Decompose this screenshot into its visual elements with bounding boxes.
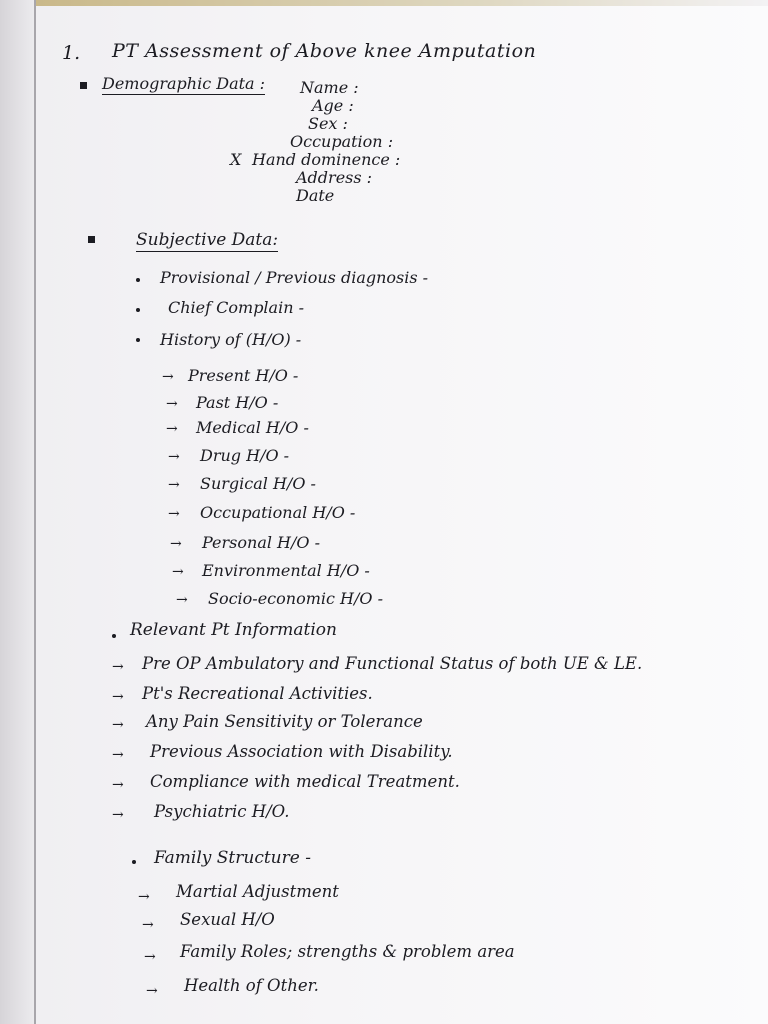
field-occupation: Occupation :: [290, 132, 394, 151]
history-surgical: Surgical H/O -: [200, 474, 316, 493]
history-personal: Personal H/O -: [202, 533, 321, 552]
bullet-history: History of (H/O) -: [160, 330, 302, 349]
arrow-icon: →: [138, 889, 150, 905]
field-address: Address :: [296, 168, 373, 187]
relevant-item-ambulatory: Pre OP Ambulatory and Functional Status of both UE & LE.: [142, 654, 643, 673]
handwritten-page: [36, 6, 768, 1024]
arrow-icon: →: [146, 983, 158, 999]
history-occupational: Occupational H/O -: [200, 503, 356, 522]
page-title: PT Assessment of Above knee Amputation: [112, 40, 537, 62]
square-bullet: [88, 236, 95, 243]
relevant-item-compliance: Compliance with medical Treatment.: [150, 772, 460, 791]
relevant-heading: Relevant Pt Information: [130, 620, 337, 640]
title-number: 1.: [62, 42, 81, 64]
arrow-icon: →: [168, 506, 180, 522]
relevant-item-psychiatric: Psychiatric H/O.: [154, 802, 290, 821]
arrow-icon: →: [142, 917, 154, 933]
bullet-dot: [136, 338, 140, 342]
square-bullet: [80, 82, 87, 89]
page-left-edge: [0, 0, 36, 1024]
field-name: Name :: [300, 78, 359, 97]
relevant-item-pain: Any Pain Sensitivity or Tolerance: [146, 712, 423, 731]
bullet-diagnosis: Provisional / Previous diagnosis -: [160, 268, 429, 287]
arrow-icon: →: [168, 477, 180, 493]
bullet-dot: [136, 308, 140, 312]
relevant-item-recreational: Pt's Recreational Activities.: [142, 684, 373, 703]
field-date: Date: [296, 186, 335, 205]
subjective-heading: Subjective Data:: [136, 230, 279, 250]
history-socio-economic: Socio-economic H/O -: [208, 589, 383, 608]
family-item-roles: Family Roles; strengths & problem area: [180, 942, 515, 961]
field-hand-dominence: Hand dominence :: [252, 150, 401, 169]
bullet-dot: [132, 860, 136, 864]
history-medical: Medical H/O -: [196, 418, 309, 437]
history-environmental: Environmental H/O -: [202, 561, 370, 580]
history-drug: Drug H/O -: [200, 446, 290, 465]
family-item-health: Health of Other.: [184, 976, 319, 995]
family-heading: Family Structure -: [154, 848, 311, 868]
history-present: Present H/O -: [188, 366, 299, 385]
arrow-icon: →: [170, 536, 182, 552]
arrow-icon: →: [112, 807, 124, 823]
history-past: Past H/O -: [196, 393, 279, 412]
arrow-icon: →: [112, 717, 124, 733]
arrow-icon: →: [166, 396, 178, 412]
bullet-dot: [136, 278, 140, 282]
field-sex: Sex :: [308, 114, 348, 133]
arrow-icon: →: [162, 369, 174, 385]
arrow-icon: →: [176, 592, 188, 608]
cross-mark: X: [230, 150, 242, 169]
arrow-icon: →: [112, 777, 124, 793]
arrow-icon: →: [172, 564, 184, 580]
arrow-icon: →: [144, 949, 156, 965]
field-age: Age :: [312, 96, 354, 115]
arrow-icon: →: [112, 747, 124, 763]
arrow-icon: →: [168, 449, 180, 465]
bullet-dot: [112, 634, 116, 638]
relevant-item-disability: Previous Association with Disability.: [150, 742, 453, 761]
family-item-sexual: Sexual H/O: [180, 910, 275, 929]
demographic-heading: Demographic Data :: [102, 74, 266, 93]
arrow-icon: →: [166, 421, 178, 437]
bullet-chief-complain: Chief Complain -: [168, 298, 304, 317]
arrow-icon: →: [112, 659, 124, 675]
arrow-icon: →: [112, 689, 124, 705]
family-item-martial: Martial Adjustment: [176, 882, 339, 901]
